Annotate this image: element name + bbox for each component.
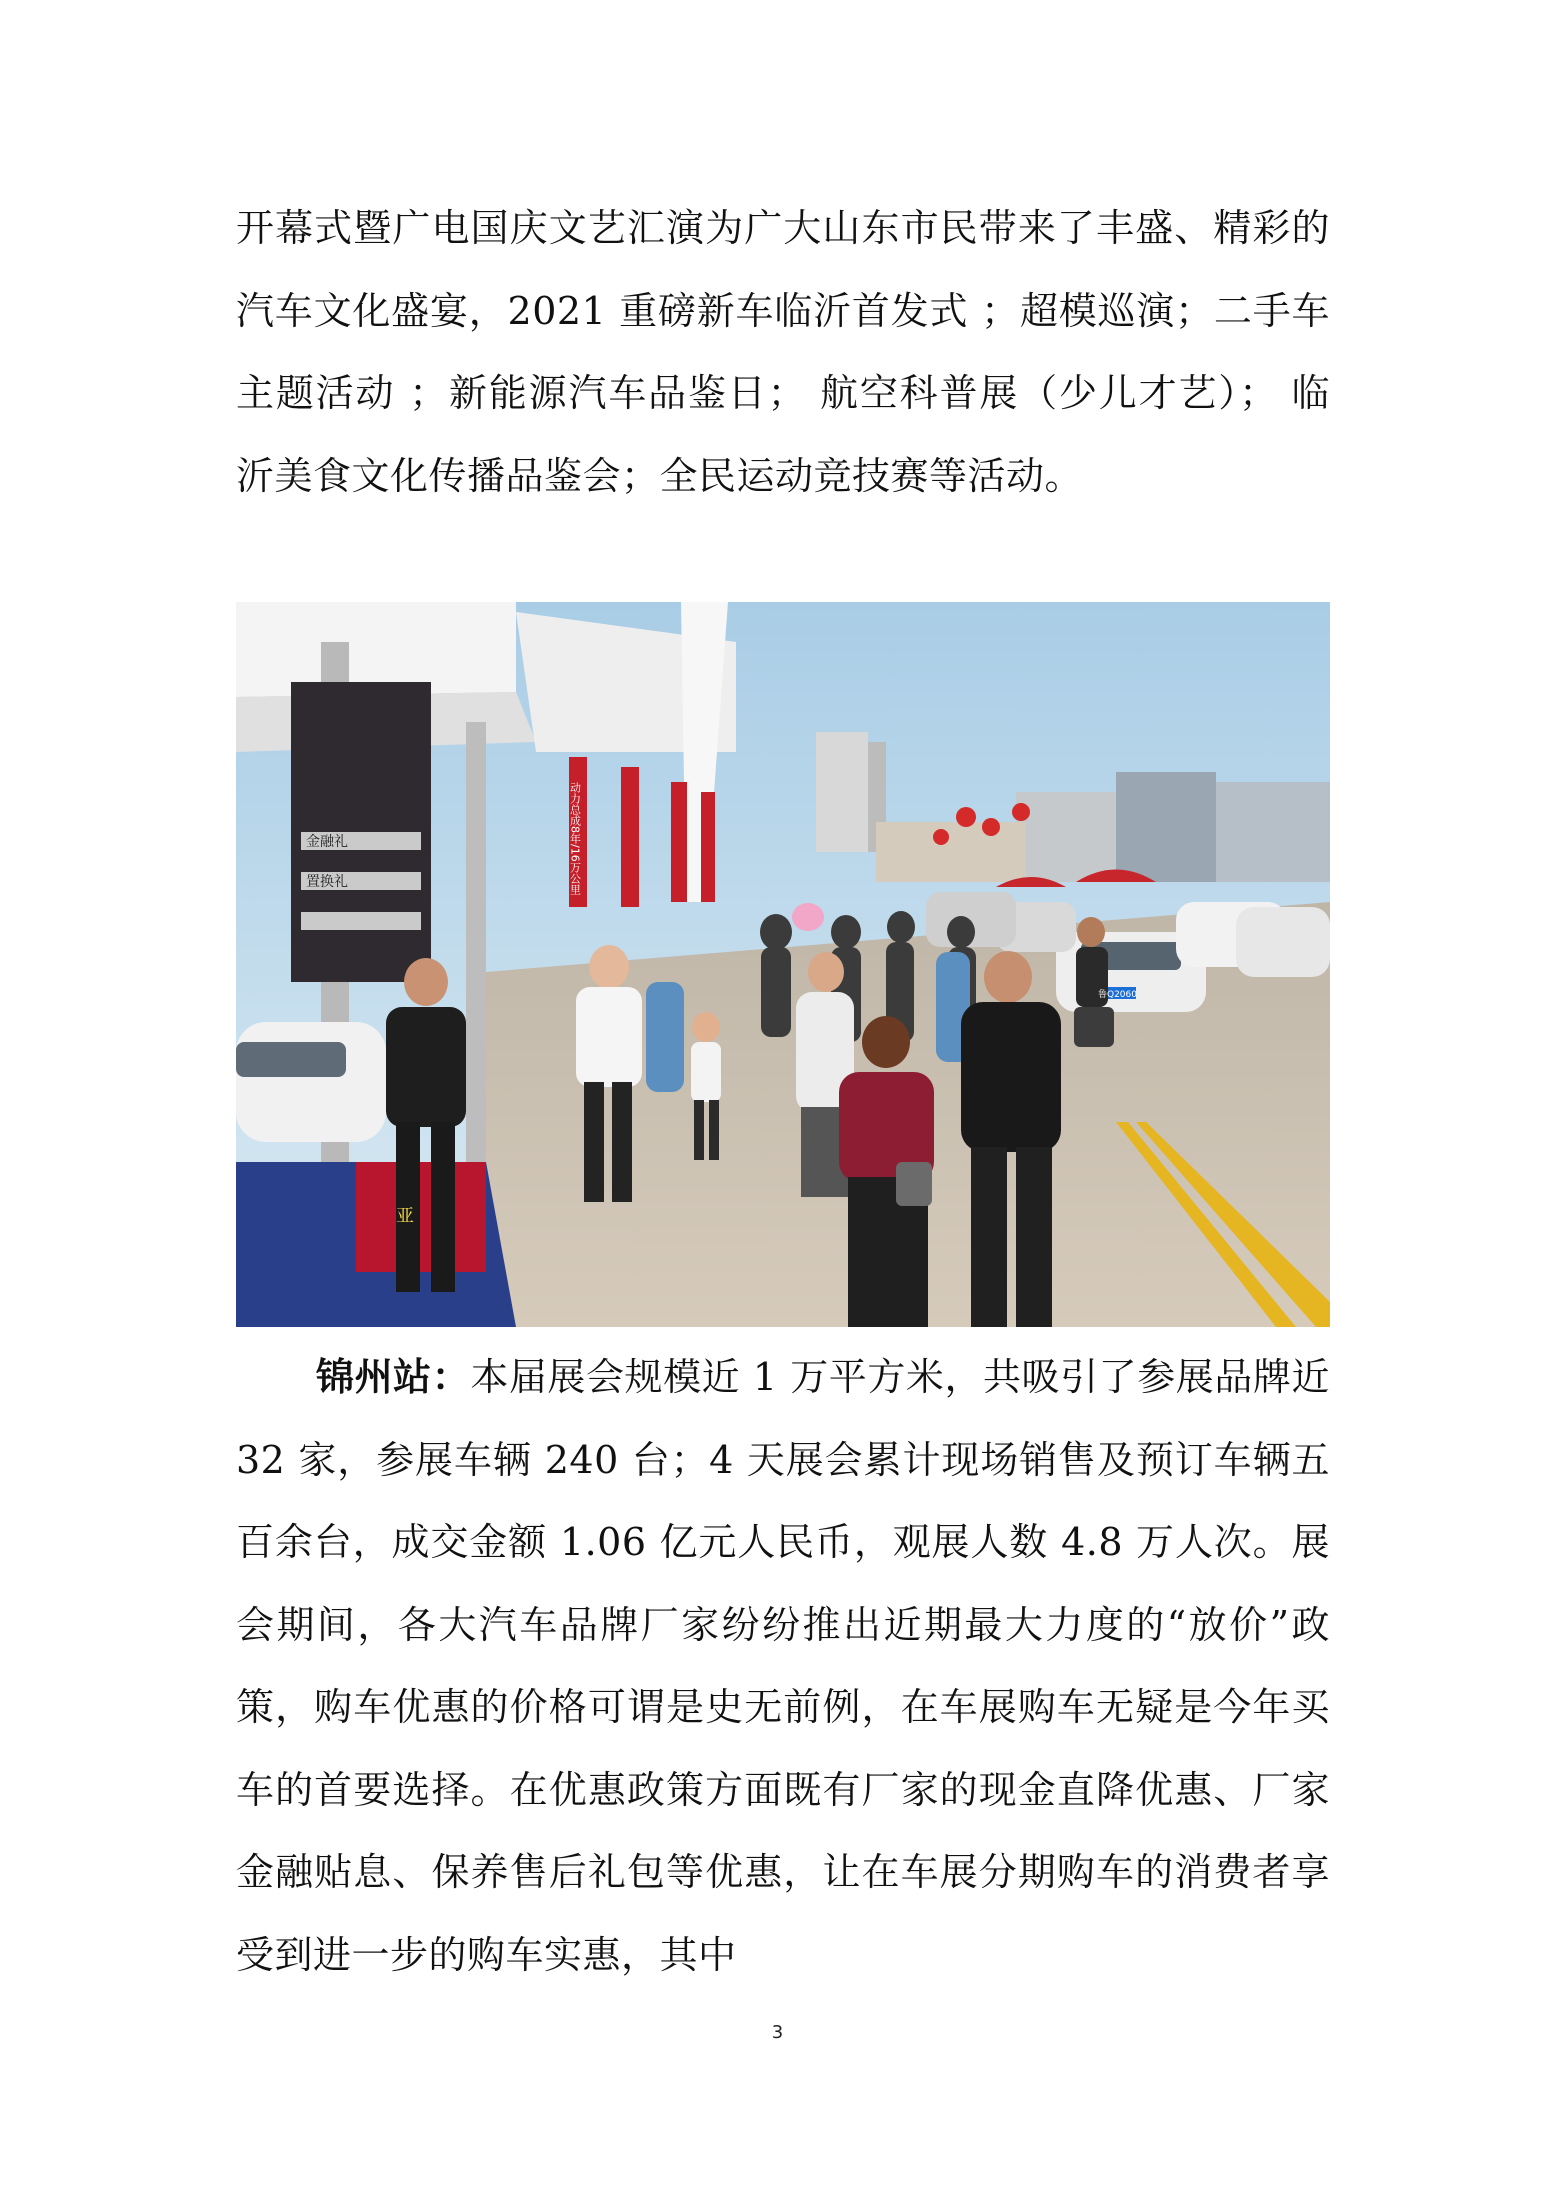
paragraph-jinzhou-station	[236, 1336, 1330, 1996]
license-plate-text: 鲁Q2060	[1098, 990, 1137, 1000]
booth-offer-1: 金融礼	[306, 834, 348, 850]
paragraph-jinzhou-body: 本届展会规模近 1 万平方米，共吸引了参展品牌近 32 家，参展车辆 240 台；4 天展会累计现场销售及预订车辆五百余台，成交金额 1.06 亿元人民币，观展人数 4.8 万人次。展会期间，各大汽车品牌厂家纷纷推出近期最大力度的“放价”政策，购车优惠的价格可谓是史无前例，在车展购车无疑是今年买车的首要选择。在优惠政策方面既有厂家的现金直降优惠、厂家金融贴息、保养售后礼包等优惠，让在车展分期购车的消费者享受到进一步的购车实惠，其中	[236, 1355, 1330, 1977]
booth-banner-text: 动力总成8年/16万公里	[568, 782, 582, 895]
paragraph-lead-label: 锦州站：	[316, 1354, 471, 1399]
paragraph-opening-ceremony: 开幕式暨广电国庆文艺汇演为广大山东市民带来了丰盛、精彩的汽车文化盛宴，2021 重磅新车临沂首发式 ；超模巡演；二手车主题活动 ；新能源汽车品鉴日； 航空科普展（少儿才艺）； 临沂美食文化传播品鉴会；全民运动竞技赛等活动。	[236, 206, 1330, 498]
page-number: 3	[771, 2022, 784, 2043]
booth-offer-2: 置换礼	[306, 874, 348, 890]
booth-floor-text: 亚	[396, 1206, 414, 1227]
auto-show-crowd-photo	[236, 602, 1330, 1327]
